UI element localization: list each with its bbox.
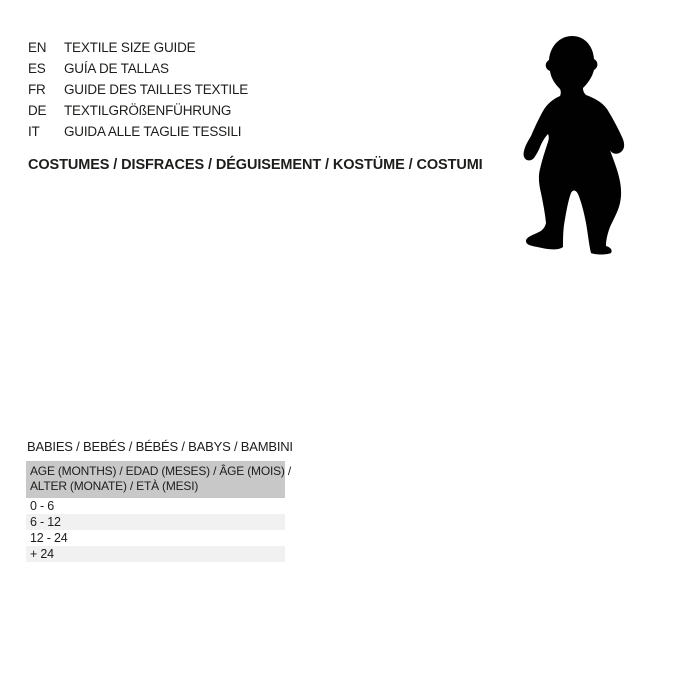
age-size-table: [26, 461, 291, 562]
category-title: COSTUMES / DISFRACES / DÉGUISEMENT / KOSTÜME / COSTUMI: [28, 157, 483, 173]
language-code: IT: [28, 124, 40, 139]
table-header: [26, 461, 291, 498]
language-row-de: [28, 100, 248, 121]
table-row: 6 - 12: [26, 514, 285, 530]
table-header-line-1: AGE (MONTHS) / EDAD (MESES) / ÂGE (MOIS) /: [30, 464, 291, 478]
language-label: TEXTILGRÖßENFÜHRUNG: [64, 103, 232, 118]
language-row-it: [28, 121, 248, 142]
language-row-en: [28, 37, 248, 58]
table-row: 0 - 6: [30, 499, 55, 513]
language-label: TEXTILE SIZE GUIDE: [64, 40, 196, 55]
language-label: GUÍA DE TALLAS: [64, 61, 169, 76]
language-code: DE: [28, 103, 47, 118]
baby-silhouette-icon: [520, 33, 638, 255]
language-list: [28, 37, 248, 142]
language-row-fr: [28, 79, 248, 100]
section-title-babies: BABIES / BEBÉS / BÉBÉS / BABYS / BAMBINI: [27, 439, 293, 454]
table-header-line-2: ALTER (MONATE) / ETÀ (MESI): [30, 479, 199, 493]
language-row-es: [28, 58, 248, 79]
language-label: GUIDE DES TAILLES TEXTILE: [64, 82, 249, 97]
language-label: GUIDA ALLE TAGLIE TESSILI: [64, 124, 242, 139]
language-code: EN: [28, 40, 47, 55]
table-row: + 24: [26, 546, 285, 562]
language-code: FR: [28, 82, 46, 97]
table-row: 12 - 24: [30, 531, 68, 545]
language-code: ES: [28, 61, 46, 76]
